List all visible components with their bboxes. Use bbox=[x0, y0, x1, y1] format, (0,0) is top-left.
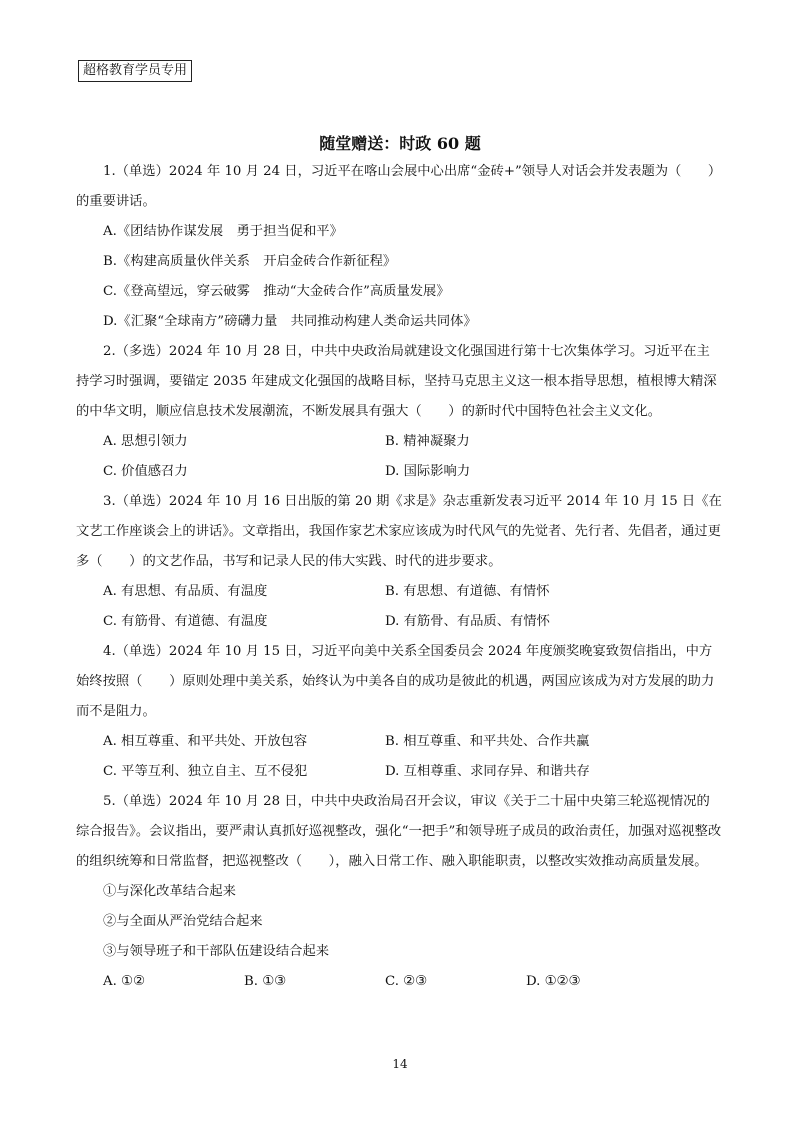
statement-item: ①与深化改革结合起来 bbox=[103, 884, 236, 899]
question-stem: 2.（多选）2024 年 10 月 28 日，中共中央政治局就建设文化强国进行第十七次集体学习。习近平在主持学习时强调，要锚定 2035 年建成文化强国的战略目标，坚持马克思主义这一根本指导思想，植根博大精深的中华文明，顺应信息技术发展潮流，不断发展具有强大（ ）的新时代中国特色社会主义文化。 bbox=[76, 344, 717, 419]
option-d: D.《汇聚“全球南方”磅礴力量 共同推动构建人类命运共同体》 bbox=[103, 314, 477, 329]
option-a: A. 有思想、有品质、有温度 bbox=[103, 584, 268, 599]
options-row bbox=[76, 457, 722, 487]
question-2 bbox=[76, 337, 722, 487]
question-list bbox=[76, 157, 722, 997]
option-d: D. 国际影响力 bbox=[385, 464, 471, 479]
option-d: D. ①②③ bbox=[526, 974, 581, 989]
options-row bbox=[76, 607, 722, 637]
question-stem: 4.（单选）2024 年 10 月 15 日，习近平向美中关系全国委员会 2024 年度颁奖晚宴致贺信指出，中方始终按照（ ）原则处理中美关系，始终认为中美各自的成功是彼此的机遇，两国应该成为对方发展的助力而不是阻力。 bbox=[76, 644, 715, 719]
option-b: B. 相互尊重、和平共处、合作共赢 bbox=[385, 734, 590, 749]
options-row bbox=[76, 577, 722, 607]
option-b: B. ①③ bbox=[244, 974, 287, 989]
option-b: B. 精神凝聚力 bbox=[385, 434, 470, 449]
question-stem: 3.（单选）2024 年 10 月 16 日出版的第 20 期《求是》杂志重新发表习近平 2014 年 10 月 15 日《在文艺工作座谈会上的讲话》。文章指出，我国作家艺术家应该成为时代风气的先觉者、先行者、先倡者，通过更多（ ）的文艺作品，书写和记录人民的伟大实践、时代的进步要求。 bbox=[76, 494, 722, 569]
option-d: D. 有筋骨、有品质、有情怀 bbox=[385, 614, 550, 629]
question-4 bbox=[76, 637, 722, 787]
option-c: C.《登高望远，穿云破雾 推动“大金砖合作”高质量发展》 bbox=[103, 284, 450, 299]
option-b: B.《构建高质量伙伴关系 开启金砖合作新征程》 bbox=[103, 254, 397, 269]
statement-item: ③与领导班子和干部队伍建设结合起来 bbox=[103, 944, 330, 959]
student-badge: 超格教育学员专用 bbox=[78, 60, 192, 82]
question-1 bbox=[76, 157, 722, 337]
option-d: D. 互相尊重、求同存异、和谐共存 bbox=[385, 764, 590, 779]
option-a: A. ①② bbox=[103, 974, 145, 989]
option-a: A.《团结协作谋发展 勇于担当促和平》 bbox=[103, 224, 343, 239]
options-row bbox=[76, 967, 722, 997]
question-5 bbox=[76, 787, 722, 997]
option-c: C. 价值感召力 bbox=[103, 464, 188, 479]
options-row bbox=[76, 727, 722, 757]
option-c: C. 平等互利、独立自主、互不侵犯 bbox=[103, 764, 308, 779]
option-a: A. 相互尊重、和平共处、开放包容 bbox=[103, 734, 308, 749]
page-title: 随堂赠送：时政 60 题 bbox=[319, 134, 481, 153]
statement-item: ②与全面从严治党结合起来 bbox=[103, 914, 263, 929]
option-c: C. 有筋骨、有道德、有温度 bbox=[103, 614, 268, 629]
page-number: 14 bbox=[392, 1057, 408, 1071]
options-row bbox=[76, 757, 722, 787]
option-c: C. ②③ bbox=[385, 974, 427, 989]
options-row bbox=[76, 427, 722, 457]
option-a: A. 思想引领力 bbox=[103, 434, 188, 449]
question-3 bbox=[76, 487, 722, 637]
question-stem: 1.（单选）2024 年 10 月 24 日，习近平在喀山会展中心出席“金砖+”领导人对话会并发表题为（ ）的重要讲话。 bbox=[76, 164, 722, 209]
option-b: B. 有思想、有道德、有情怀 bbox=[385, 584, 550, 599]
question-stem: 5.（单选）2024 年 10 月 28 日，中共中央政治局召开会议，审议《关于二十届中央第三轮巡视情况的综合报告》。会议指出，要严肃认真抓好巡视整改，强化“一把手”和领导班子成员的政治责任，加强对巡视整改的组织统筹和日常监督，把巡视整改（ ），融入日常工作、融入职能职责，以整改实效推动高质量发展。 bbox=[76, 794, 722, 869]
